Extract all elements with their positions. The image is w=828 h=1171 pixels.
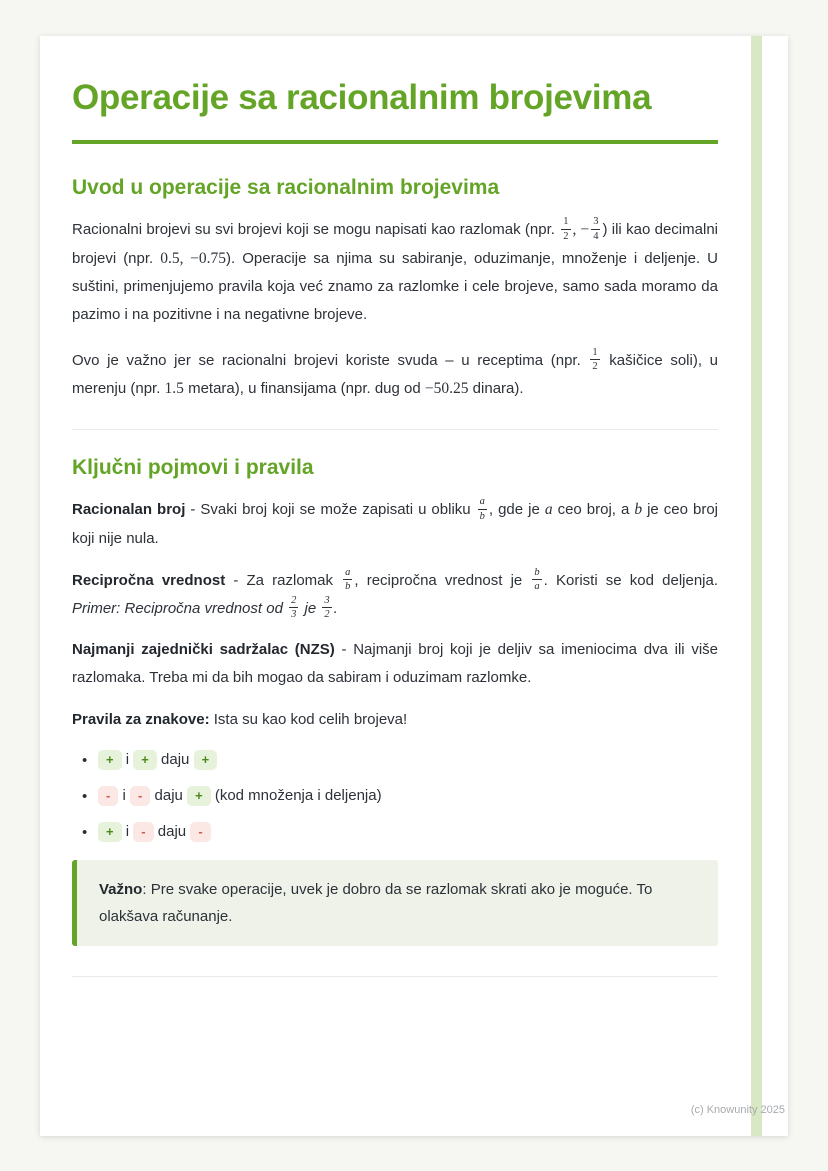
text-run: daju [153,822,191,840]
math-run: 1.5 [164,379,184,397]
fraction-two-thirds [289,595,298,621]
example-text [72,594,338,621]
text-run: je ceo broj koji nije nula. [72,501,718,548]
fraction-denominator: 3 [291,609,297,621]
fraction-denominator: 2 [563,230,569,242]
fraction-numerator: 1 [590,347,599,361]
text-run: daju [156,750,194,768]
sign-badge-minus: - [130,786,150,806]
callout-text: : Pre svake operacije, uvek je dobro da se razlomak skrati ako je moguće. To olakšava računanje. [99,880,653,925]
fraction-numerator: 2 [289,595,298,609]
text-run: , gde je [488,501,545,519]
term-label: Racionalan broj [72,501,186,519]
text-run: ceo broj, a [552,501,635,519]
fraction-b-over-a [532,567,541,593]
section-heading-intro: Uvod u operacije sa racionalnim brojevima [72,176,500,200]
concept-reciprocal [72,567,718,623]
sign-rules-list [72,748,718,844]
fraction-numerator: b [532,567,541,581]
math-run: 0.5, −0.75 [160,249,227,267]
callout-label: Važno [99,880,143,898]
page-title: Operacije sa racionalnim brojevima [72,78,652,117]
text-run: i [121,750,134,768]
text-run: Ovo je važno jer se racionalni brojevi koriste svuda – u receptima (npr. [72,351,589,369]
fraction-one-half [561,216,570,242]
math-variable: a [544,501,553,519]
math-variable: b [634,501,643,519]
text-run: daju [150,786,188,804]
intro-paragraph-1 [72,216,718,329]
sign-badge-minus: - [133,822,153,842]
fraction-denominator: 2 [592,361,598,373]
fraction-three-quarters [591,216,600,242]
section-divider [72,429,718,430]
concept-nzs [72,636,718,692]
text-run: Primer: Recipročna vrednost od [72,599,288,617]
sign-badge-minus: - [190,822,210,842]
title-divider [72,140,718,144]
sign-rules-intro [72,706,718,734]
section-heading-concepts: Ključni pojmovi i pravila [72,456,314,480]
text-run: ) ili kao decimalni brojevi (npr. [72,221,718,267]
fraction-a-over-b [478,496,487,522]
concept-rational-number [72,496,718,552]
text-run: ). Operacije sa njima su sabiranje, oduzimanje, množenje i deljenje. U suštini, primenjujemo pravila koja već znamo za razlomke i cele brojeve, samo sada moramo da pazimo i na pozitivne i na negativne brojeve. [72,249,718,324]
math-run: , − [572,221,590,239]
fraction-three-halves [322,595,331,621]
fraction-numerator: 3 [591,216,600,230]
fraction-denominator: b [479,510,485,522]
text-run: je [300,599,321,617]
fraction-denominator: 4 [593,230,599,242]
footer-divider [72,976,718,977]
text-run: i [118,786,131,804]
text-run: Ista su kao kod celih brojeva! [209,710,408,728]
sign-rule-item [98,784,718,808]
fraction-denominator: a [534,581,540,593]
sign-badge-plus: + [133,750,157,770]
text-run: . Koristi se kod deljenja. [543,571,719,589]
fraction-a-over-b [343,567,352,593]
text-run: i [121,822,134,840]
sign-badge-minus: - [98,786,118,806]
sign-badge-plus: + [98,822,122,842]
term-label: Najmanji zajednički sadržalac (NZS) [72,641,335,659]
text-run: (kod množenja i deljenja) [210,786,382,804]
document-content [40,36,788,977]
fraction-one-half [590,347,599,373]
text-run: , recipročna vrednost je [354,571,531,589]
term-label: Pravila za znakove: [72,710,210,728]
term-label: Recipročna vrednost [72,571,226,589]
text-run: - Svaki broj koji se može zapisati u obliku [185,501,476,519]
sign-rule-item [98,820,718,844]
sign-badge-plus: + [194,750,218,770]
important-callout [72,860,718,946]
text-run: kašičice soli), u merenju (npr. [72,351,718,397]
document-card [40,36,788,1136]
fraction-denominator: 2 [324,609,330,621]
fraction-numerator: a [343,567,352,581]
text-run: Racionalni brojevi su svi brojevi koji se mogu napisati kao razlomak (npr. [72,221,560,239]
fraction-numerator: 3 [322,595,331,609]
text-run: - Najmanji broj koji je deljiv sa imeniocima dva ili više razlomaka. Treba mi da bih mogao da sabiram i oduzimam razlomke. [72,641,719,687]
copyright-notice: (c) Knowunity 2025 [690,1104,785,1116]
fraction-denominator: b [345,581,351,593]
math-run: −50.25 [424,379,469,397]
text-run: metara), u finansijama (npr. dug od [183,379,425,397]
fraction-numerator: 1 [561,216,570,230]
fraction-numerator: a [478,496,487,510]
text-run: - Za razlomak [225,571,342,589]
sign-badge-plus: + [98,750,122,770]
text-run: dinara). [468,379,524,397]
text-run: . [333,599,338,617]
sign-badge-plus: + [187,786,211,806]
intro-paragraph-2 [72,347,718,403]
sign-rule-item [98,748,718,772]
